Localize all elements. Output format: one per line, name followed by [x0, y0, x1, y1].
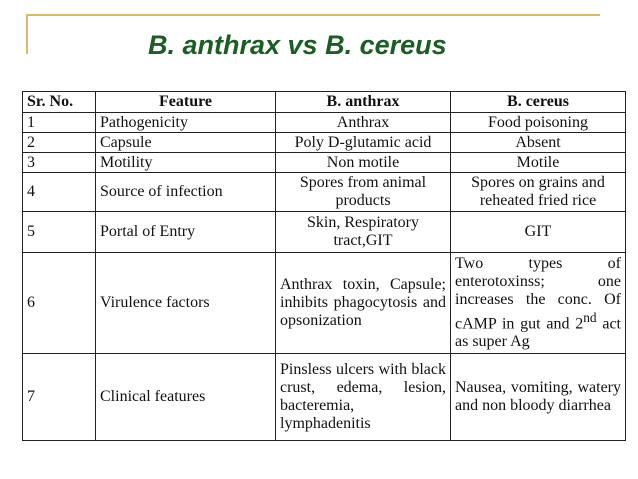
table-row — [23, 113, 626, 133]
header-sr-no: Sr. No. — [23, 92, 96, 113]
cell-feature: Capsule — [96, 133, 276, 153]
cell-b-anthrax: Pinsless ulcers with black crust, edema, lesion, bacteremia, lymphadenitis — [276, 354, 451, 441]
table-row — [23, 354, 626, 441]
header-feature: Feature — [96, 92, 276, 113]
cell-b-anthrax: Poly D-glutamic acid — [276, 133, 451, 153]
header-b-cereus: B. cereus — [451, 92, 626, 113]
slide-title: B. anthrax vs B. cereus — [148, 30, 447, 60]
header-b-anthrax: B. anthrax — [276, 92, 451, 113]
cell-sr-no: 4 — [23, 173, 96, 212]
cell-b-cereus: Motile — [451, 153, 626, 173]
superscript-nd: nd — [583, 309, 597, 325]
table-row — [23, 153, 626, 173]
frame-line-left — [26, 14, 28, 54]
cell-sr-no: 6 — [23, 253, 96, 354]
cell-b-anthrax: Skin, Respiratory tract,GIT — [276, 212, 451, 253]
cell-b-cereus: Spores on grains and reheated fried rice — [451, 173, 626, 212]
comparison-table — [22, 91, 626, 441]
cell-feature: Clinical features — [96, 354, 276, 441]
cell-sr-no: 3 — [23, 153, 96, 173]
cell-feature: Motility — [96, 153, 276, 173]
cell-feature: Pathogenicity — [96, 113, 276, 133]
table-row — [23, 253, 626, 354]
cell-b-cereus: Nausea, vomiting, watery and non bloody diarrhea — [451, 354, 626, 441]
cell-b-anthrax: Anthrax toxin, Capsule; inhibits phagocytosis and opsonization — [276, 253, 451, 354]
cell-b-cereus — [451, 253, 626, 354]
cell-feature: Portal of Entry — [96, 212, 276, 253]
cell-b-anthrax: Spores from animal products — [276, 173, 451, 212]
cell-b-cereus: Absent — [451, 133, 626, 153]
cell-sr-no: 7 — [23, 354, 96, 441]
cell-b-cereus: Food poisoning — [451, 113, 626, 133]
cell-b-anthrax: Anthrax — [276, 113, 451, 133]
cell-sr-no: 5 — [23, 212, 96, 253]
table-row — [23, 173, 626, 212]
table-row — [23, 133, 626, 153]
cell-sr-no: 2 — [23, 133, 96, 153]
table-header-row — [23, 92, 626, 113]
frame-line-top — [26, 14, 600, 16]
cereus-text-part1: Two types of enterotoxinss; one increases the conc. Of cAMP in gut and 2 — [455, 254, 621, 333]
cell-feature: Virulence factors — [96, 253, 276, 354]
cell-b-anthrax: Non motile — [276, 153, 451, 173]
cell-b-cereus: GIT — [451, 212, 626, 253]
table-row — [23, 212, 626, 253]
cell-sr-no: 1 — [23, 113, 96, 133]
cell-feature: Source of infection — [96, 173, 276, 212]
cereus-text-part2: act as super Ag — [455, 315, 621, 351]
